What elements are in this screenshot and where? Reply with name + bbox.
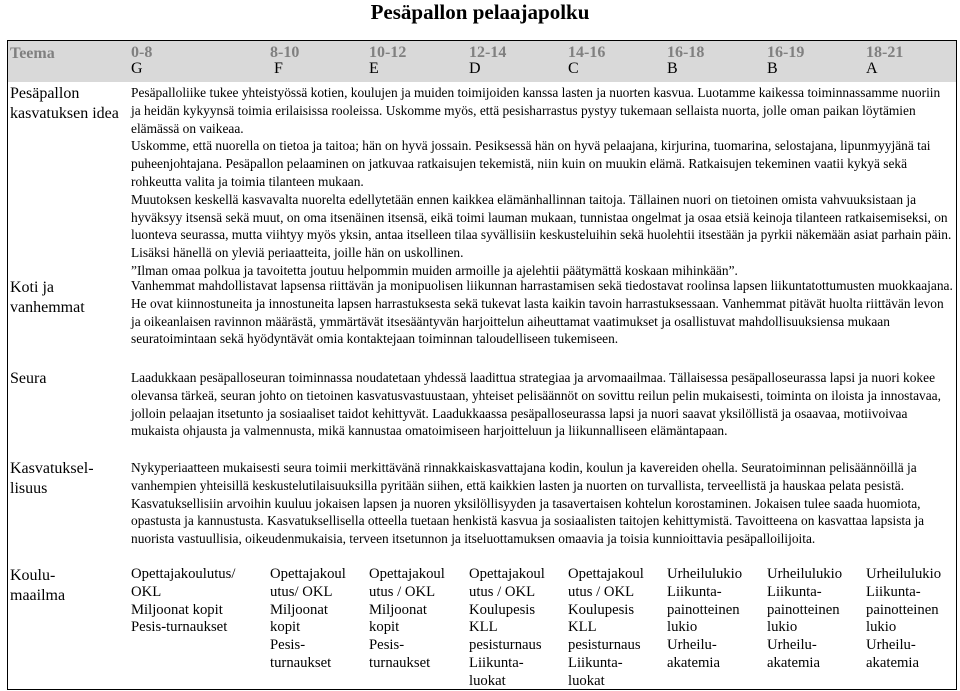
age-label: 16-18 bbox=[667, 44, 705, 61]
age-label: 12-14 bbox=[469, 44, 507, 61]
school-line: Liikunta- bbox=[767, 583, 822, 600]
age-column-2 bbox=[369, 45, 406, 77]
school-line: Liikunta- bbox=[568, 654, 623, 671]
school-label-line: maailma bbox=[10, 587, 66, 604]
school-line: pesisturnaus bbox=[469, 637, 542, 654]
school-line: utus / OKL bbox=[369, 583, 436, 600]
school-line: Pesis- bbox=[270, 637, 306, 654]
age-column-1 bbox=[270, 45, 299, 77]
school-label-line: Koulu- bbox=[10, 567, 56, 584]
row-label-school bbox=[10, 566, 128, 606]
school-cell-4 bbox=[568, 566, 664, 691]
age-column-0 bbox=[131, 45, 152, 77]
school-line: KLL bbox=[469, 619, 498, 636]
row-label-home: Koti ja vanhemmat bbox=[10, 279, 85, 316]
school-line: utus / OKL bbox=[469, 583, 536, 600]
group-label: B bbox=[667, 60, 678, 77]
school-line: painotteinen bbox=[866, 601, 939, 618]
age-column-3 bbox=[469, 45, 506, 77]
school-line: akatemia bbox=[667, 654, 721, 671]
idea-paragraph: Muutoksen keskellä kasvavalta nuorelta edellytetään ennen kaikkea elämänhallinnan taitoja. Tällainen nuori on tietoinen omista vahvuuksistaan ja hyväksyy itsensä sekä muut, on oma itsenäinen itsensä, eikä toimi lauman mukaan, tunnistaa ongelmat ja osaa etsiä keinoja tilanteen ratkaisemiseksi, on luonteva seurassa, mutta viihtyy myös yksin, antaa itselleen tilaa syvällisiin keskusteluihin sekä huolehtii itsestään ja pyrkii näkemään asiat parhain päin. Lisäksi hänellä on yleviä periaatteita, joille hän on uskollinen. bbox=[131, 191, 952, 261]
group-label: B bbox=[767, 60, 778, 77]
school-line: utus/ OKL bbox=[270, 583, 333, 600]
school-line: Urheilu- bbox=[767, 637, 817, 654]
school-line: Opettajakoul bbox=[568, 566, 644, 582]
age-label: 14-16 bbox=[568, 44, 606, 61]
school-line: luokat bbox=[568, 672, 605, 689]
theme-header: Teema bbox=[10, 45, 55, 62]
age-column-4 bbox=[568, 45, 605, 77]
age-column-7 bbox=[866, 45, 903, 77]
age-label: 10-12 bbox=[369, 44, 407, 61]
age-label: 0-8 bbox=[131, 44, 153, 61]
school-cell-5 bbox=[667, 566, 763, 673]
school-line: Liikunta- bbox=[667, 583, 722, 600]
school-line: Opettajakoul bbox=[270, 566, 346, 582]
school-cell-0 bbox=[131, 566, 265, 637]
idea-paragraph: Uskomme, että nuorella on tietoa ja taitoa; hän on hyvä jossain. Pesiksessä hän on hyvä pelaajana, kirjurina, tuomarina, selostajana, lipunmyyjänä tai puheenjohtajana. Pesäpallon pelaaminen on jatkuvaa ratkaisujen tekemistä, niin kuin on muukin elämä. Ratkaisujen tekeminen vaatii kykyä sekä rohkeutta valita ja toimia tilanteen mukaan. bbox=[131, 138, 931, 189]
school-line: Opettajakoulutus/ bbox=[131, 566, 236, 582]
school-line: utus / OKL bbox=[568, 583, 635, 600]
school-line: lukio bbox=[667, 619, 698, 636]
school-cell-3 bbox=[469, 566, 565, 691]
school-line: Liikunta- bbox=[866, 583, 921, 600]
row-label-idea: Pesäpallon kasvatuksen idea bbox=[10, 85, 119, 122]
school-line: OKL bbox=[131, 583, 162, 600]
school-cell-7 bbox=[866, 566, 954, 673]
home-text: Vanhemmat mahdollistavat lapsensa riittävän ja monipuolisen liikunnan harrastamisen sekä tiedostavat roolinsa lapsen liikuntatottumusten muokkaajana. He ovat kiinnostuneita ja innostuneita lapsen harrastuksesta sekä tukevat lasta kaikin tavoin harrastuksessaan. Vanhemmat pitävät huolta riittävän levon ja oikeanlaisen ravinnon määrästä, ymmärtävät itsesääntyvän harjoittelun aiheuttamat vaatimukset ja osallistuvat mahdollisuuksiensa mukaan seuratoimintaan sekä hyödyntävät omia kontaktejaan toiminnan taloudelliseen tukemiseen. bbox=[131, 278, 953, 347]
school-line: turnaukset bbox=[369, 654, 431, 671]
row-label-education bbox=[10, 459, 128, 499]
school-line: pesisturnaus bbox=[568, 637, 641, 654]
club-text: Laadukkaan pesäpalloseuran toiminnassa noudatetaan yhdessä laadittua strategiaa ja arvomaailmaa. Tällaisessa pesäpalloseurassa lapsi ja nuori kokee olevansa tärkeä, seuran johto on tietoinen kasvatusvastuustaan, yhteiset pelisäännöt on sovittu reilun pelin mukaisesti, toiminta on iloista ja innostavaa, jolloin pelaajan itsetunto ja sosiaaliset taidot kehittyvät. Laadukkaassa pesäpalloseurassa lapsi ja nuori saavat yksilöllistä ja osaavaa, motiivoivaa mukaista ohjausta ja valmennusta, mikä kannustaa omatoimiseen harjoitteluun ja liikunnalliseen elämäntapaan. bbox=[131, 370, 941, 439]
school-line: akatemia bbox=[866, 654, 920, 671]
school-line: painotteinen bbox=[667, 601, 740, 618]
school-line: Pesis-turnaukset bbox=[131, 619, 228, 636]
group-label: F bbox=[274, 60, 283, 77]
school-line: Urheilulukio bbox=[667, 566, 743, 582]
school-line: Opettajakoul bbox=[369, 566, 445, 582]
group-label: C bbox=[568, 60, 579, 77]
school-line: kopit bbox=[270, 619, 301, 636]
page-title: Pesäpallon pelaajapolku bbox=[370, 0, 590, 24]
school-line: luokat bbox=[469, 672, 506, 689]
school-cell-1 bbox=[270, 566, 366, 673]
school-line: painotteinen bbox=[767, 601, 840, 618]
school-line: kopit bbox=[369, 619, 400, 636]
age-column-5 bbox=[667, 45, 704, 77]
age-label: 18-21 bbox=[866, 44, 904, 61]
school-line: akatemia bbox=[767, 654, 821, 671]
school-line: Liikunta- bbox=[469, 654, 524, 671]
idea-paragraph: ”Ilman omaa polkua ja tavoitetta joutuu helpommin muiden armoille ja ajelehtii päätymättä koskaan mihinkään”. bbox=[131, 262, 738, 278]
school-line: turnaukset bbox=[270, 654, 332, 671]
age-label: 8-10 bbox=[270, 44, 300, 61]
education-label-line: Kasvatuksel- bbox=[10, 460, 94, 477]
school-cell-6 bbox=[767, 566, 863, 673]
school-line: KLL bbox=[568, 619, 597, 636]
school-line: Koulupesis bbox=[568, 601, 635, 618]
school-line: lukio bbox=[767, 619, 798, 636]
school-line: Urheilulukio bbox=[866, 566, 942, 582]
group-label: A bbox=[866, 60, 878, 77]
group-label: E bbox=[369, 60, 379, 77]
school-line: Opettajakoul bbox=[469, 566, 545, 582]
age-label: 16-19 bbox=[767, 44, 805, 61]
school-line: Pesis- bbox=[369, 637, 405, 654]
school-line: lukio bbox=[866, 619, 897, 636]
age-column-6 bbox=[767, 45, 804, 77]
school-line: Miljoonat bbox=[270, 601, 328, 618]
school-line: Urheilu- bbox=[667, 637, 717, 654]
idea-text-block bbox=[131, 84, 953, 280]
idea-paragraph: Pesäpalloliike tukee yhteistyössä kotien, koulujen ja muiden toimijoiden kanssa lasten ja nuorten kasvua. Luotamme kaikessa toiminnassamme nuoriin ja heidän kykyynsä toimia erilaisissa rooleissa. Uskomme myös, että pesisharrastus pystyy tukemaan sellaista nuorta, jolle oman paikan löytämien elämässä on vaikeaa. bbox=[131, 85, 941, 136]
education-label-line: lisuus bbox=[10, 480, 48, 497]
school-line: Miljoonat bbox=[369, 601, 427, 618]
group-label: D bbox=[469, 60, 481, 77]
school-line: Miljoonat kopit bbox=[131, 601, 223, 618]
school-line: Koulupesis bbox=[469, 601, 536, 618]
group-label: G bbox=[131, 60, 143, 77]
school-line: Urheilu- bbox=[866, 637, 916, 654]
education-text: Nykyperiaatteen mukaisesti seura toimii merkittävänä rinnakkaiskasvattajana kodin, koulun ja kavereiden ohella. Seuratoiminnan pelisäännöillä ja vanhempien yhteisillä keskustelutilaisuuksilla pyritään siihen, että kaikkien lasten ja nuorten on turvallista, terveellistä ja hauskaa pelata pesistä. Kasvatuksellisiin arvoihin kuuluu jokaisen lapsen ja nuoren yksilöllisyyden ja tasavertaisen kohtelun korostaminen. Jokaisen tulee saada huomiota, opastusta ja kannustusta. Kasvatuksellisella otteella tuetaan henkistä kasvua ja sosiaalisten taitojen kehittymistä. Tavoitteena on kasvattaa lapsista ja nuorista vastuullisia, oikeudenmukaisia, terveen itsetunnon ja itseluottamuksen omaavia ja toisia kunnioittavia pesäpalloilijoita. bbox=[131, 460, 925, 547]
school-line: Urheilulukio bbox=[767, 566, 843, 582]
row-label-club: Seura bbox=[10, 370, 47, 387]
school-cell-2 bbox=[369, 566, 465, 673]
